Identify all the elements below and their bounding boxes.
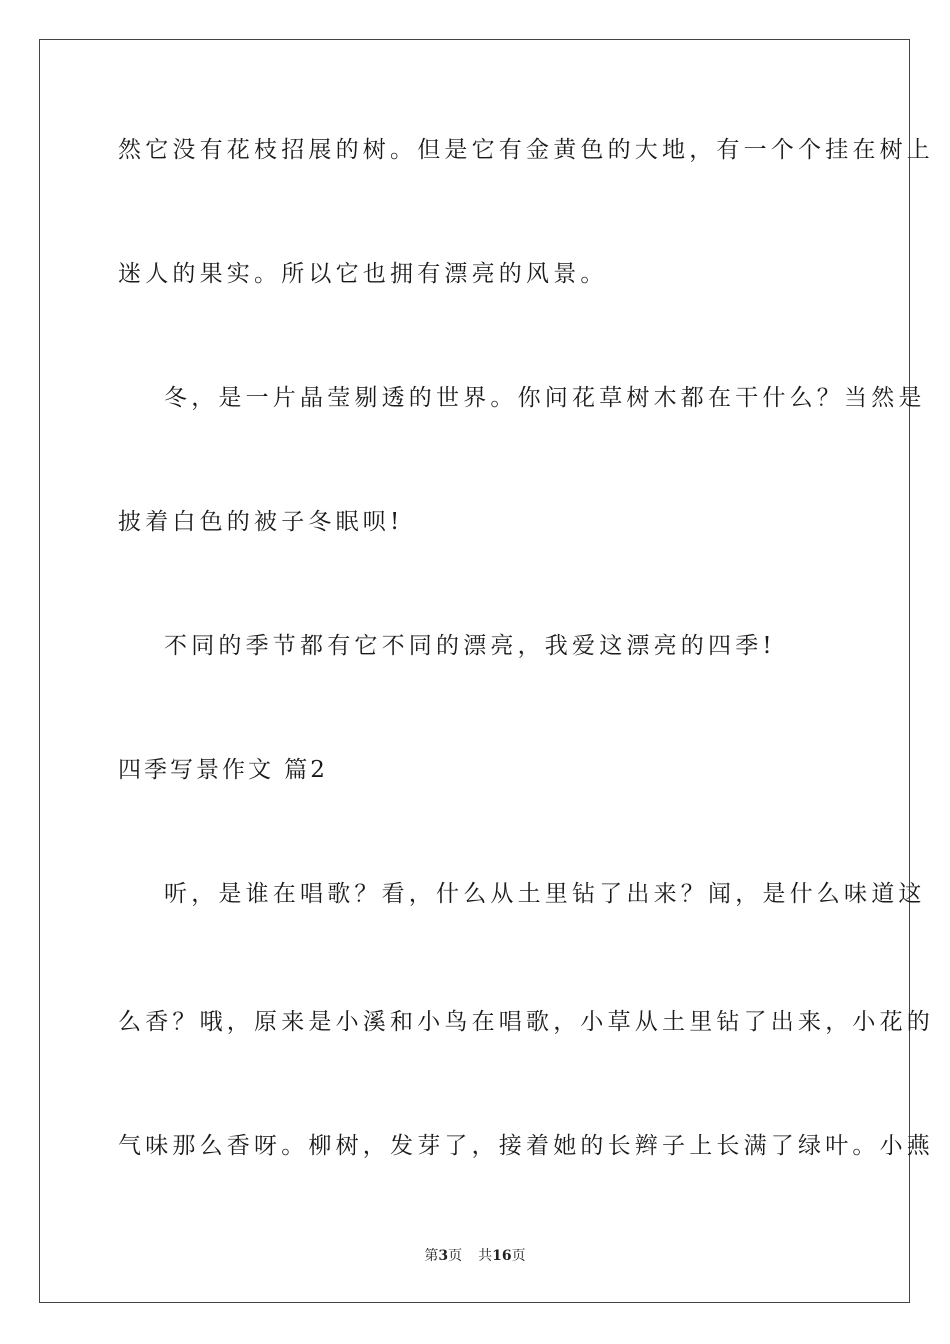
page-number: 3 (438, 1248, 449, 1264)
text-line: 然它没有花枝招展的树。但是它有金黄色的大地，有一个个挂在树上 (118, 137, 934, 163)
total-unit: 页 (511, 1248, 526, 1264)
section-heading: 四季写景作文 篇2 (118, 757, 328, 783)
page-footer (0, 1247, 950, 1265)
page-unit: 页 (448, 1248, 463, 1264)
text-line: 么香？哦，原来是小溪和小鸟在唱歌，小草从土里钻了出来，小花的 (118, 1009, 934, 1035)
paragraph-start-line: 冬，是一片晶莹剔透的世界。你问花草树木都在干什么？当然是 (164, 385, 926, 411)
text-line: 迷人的果实。所以它也拥有漂亮的风景。 (118, 261, 608, 287)
page-prefix: 第 (424, 1248, 439, 1264)
paragraph-start-line: 不同的季节都有它不同的漂亮，我爱这漂亮的四季! (164, 633, 776, 659)
total-prefix: 共 (478, 1248, 493, 1264)
page-total: 16 (492, 1248, 512, 1264)
page-frame (39, 39, 910, 1303)
paragraph-start-line: 听，是谁在唱歌？看，什么从土里钻了出来？闻，是什么味道这 (164, 881, 926, 907)
text-line: 气味那么香呀。柳树，发芽了，接着她的长辫子上长满了绿叶。小燕 (118, 1133, 934, 1159)
text-line: 披着白色的被子冬眠呗! (118, 509, 404, 535)
